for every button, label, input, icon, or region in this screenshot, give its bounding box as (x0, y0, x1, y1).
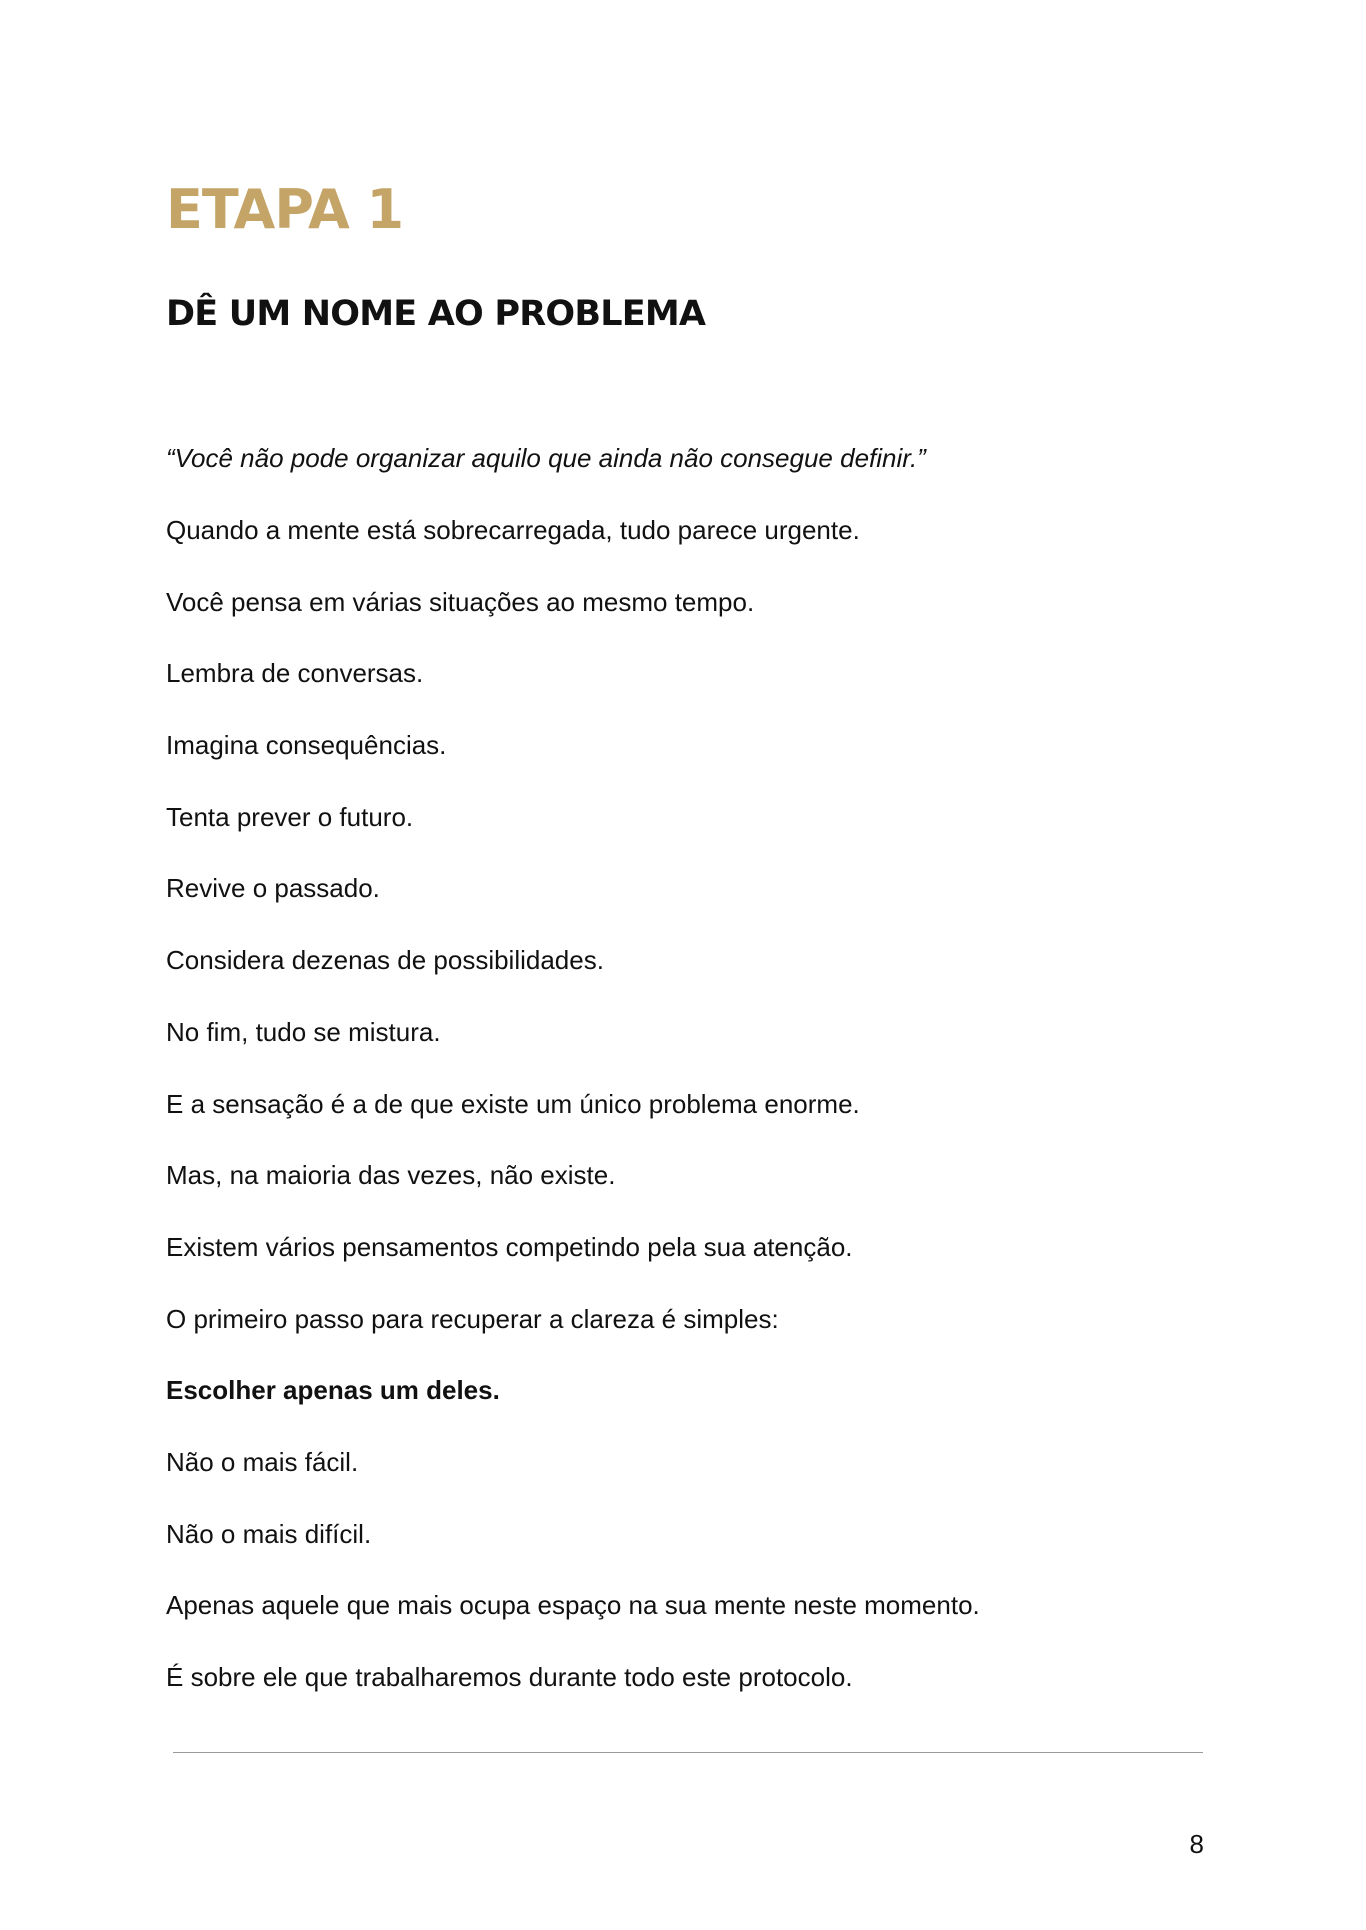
paragraph: Lembra de conversas. (166, 658, 424, 689)
footer-divider (173, 1752, 1203, 1753)
paragraph: Você pensa em várias situações ao mesmo tempo. (166, 586, 755, 617)
page-number: 8 (1189, 1829, 1204, 1859)
paragraph: Mas, na maioria das vezes, não existe. (166, 1160, 616, 1191)
paragraph: Imagina consequências. (166, 730, 447, 761)
body-text (166, 510, 980, 1729)
paragraph: Apenas aquele que mais ocupa espaço na sua mente neste momento. (166, 1590, 980, 1621)
paragraph: Revive o passado. (166, 873, 380, 904)
paragraph: No fim, tudo se mistura. (166, 1016, 441, 1047)
paragraph: Não o mais difícil. (166, 1518, 372, 1549)
paragraph: Quando a mente está sobrecarregada, tudo parece urgente. (166, 515, 860, 545)
paragraph: É sobre ele que trabalharemos durante todo este protocolo. (166, 1662, 853, 1692)
section-title: DÊ UM NOME AO PROBLEMA (166, 294, 706, 334)
paragraph: Considera dezenas de possibilidades. (166, 945, 604, 976)
paragraph: Existem vários pensamentos competindo pela sua atenção. (166, 1231, 853, 1262)
paragraph: E a sensação é a de que existe um único problema enorme. (166, 1088, 860, 1119)
emphasized-paragraph: Escolher apenas um deles. (166, 1375, 500, 1406)
stage-title: ETAPA 1 (166, 178, 404, 241)
epigraph-quote: “Você não pode organizar aquilo que ainda não consegue definir.” (166, 443, 926, 473)
paragraph: O primeiro passo para recuperar a clareza é simples: (166, 1303, 779, 1334)
paragraph: Tenta prever o futuro. (166, 801, 414, 832)
paragraph: Não o mais fácil. (166, 1446, 359, 1477)
